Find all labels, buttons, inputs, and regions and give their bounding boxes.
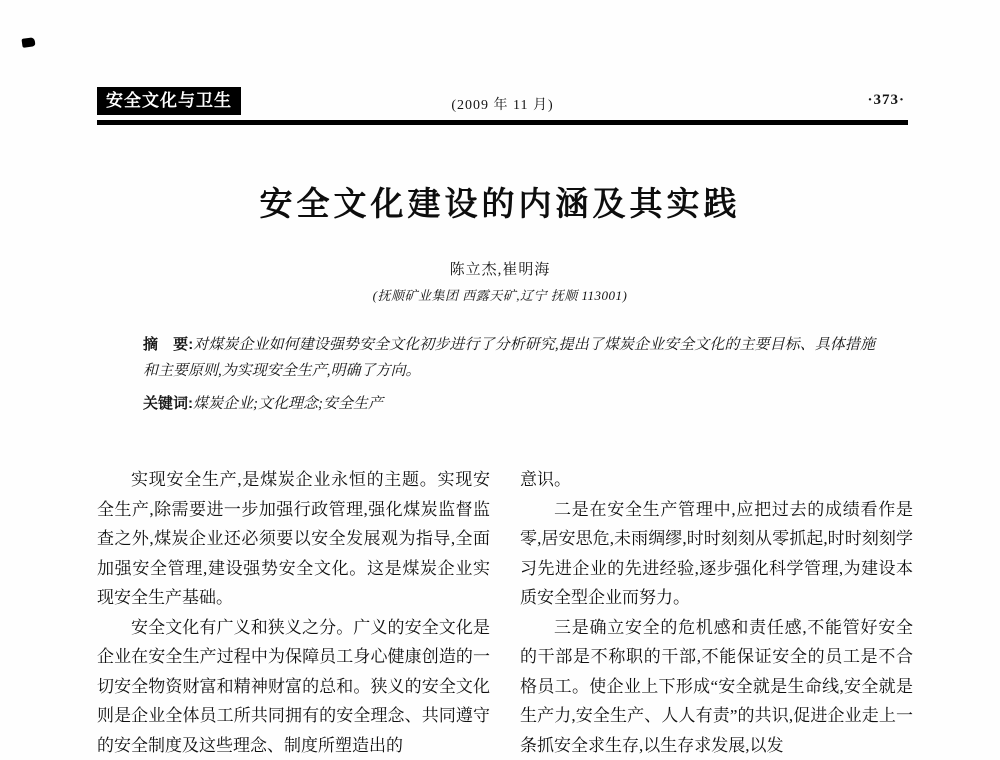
scan-artifact [21, 37, 35, 48]
body-paragraph: 二是在安全生产管理中,应把过去的成绩看作是零,居安思危,未雨绸缪,时时刻刻从零抓起,时时刻刻学习先进企业的先进经验,逐步强化科学管理,为建设本质安全型企业而努力。 [520, 499, 913, 607]
left-column [97, 465, 490, 760]
header-divider [97, 120, 908, 125]
abstract-paragraph [143, 332, 875, 384]
keywords-text: 煤炭企业;文化理念;安全生产 [193, 396, 383, 412]
article-title: 安全文化建设的内涵及其实践 [259, 185, 741, 222]
keywords-paragraph [143, 391, 875, 417]
page-number: ·373· [867, 92, 905, 108]
issue-date: (2009 年 11 月) [451, 98, 554, 113]
abstract-label: 摘 要: [143, 336, 194, 353]
abstract-block [143, 332, 875, 417]
body-paragraph: 实现安全生产,是煤炭企业永恒的主题。实现安全生产,除需要进一步加强行政管理,强化煤炭监督监查之外,煤炭企业还必须要以安全发展观为指导,全面加强安全管理,建设强势安全文化。这是煤炭企业实现安全生产基础。 [97, 470, 490, 607]
body-paragraph: 意识。 [520, 470, 571, 489]
authors-line: 陈立杰,崔明海 [449, 262, 551, 278]
affiliation-line: (抚顺矿业集团 西露天矿,辽宁 抚顺 113001) [372, 288, 628, 303]
body-paragraph: 三是确立安全的危机感和责任感,不能管好安全的干部是不称职的干部,不能保证安全的员工是不合格员工。使企业上下形成“安全就是生命线,安全就是生产力,安全生产、人人有责”的共识,促进企业走上一条抓安全求生存,以生存求发展,以发 [520, 617, 913, 755]
journal-section-label: 安全文化与卫生 [97, 87, 241, 115]
keywords-label: 关键词: [143, 395, 193, 412]
right-column [520, 465, 913, 760]
article-body [97, 465, 913, 760]
abstract-text: 对煤炭企业如何建设强势安全文化初步进行了分析研究,提出了煤炭企业安全文化的主要目标、具体措施和主要原则,为实现安全生产,明确了方向。 [143, 337, 875, 379]
body-paragraph: 安全文化有广义和狭义之分。广义的安全文化是企业在安全生产过程中为保障员工身心健康创造的一切安全物资财富和精神财富的总和。狭义的安全文化则是企业全体员工所共同拥有的安全理念、共同遵守的安全制度及这些理念、制度所塑造出的 [97, 617, 490, 755]
